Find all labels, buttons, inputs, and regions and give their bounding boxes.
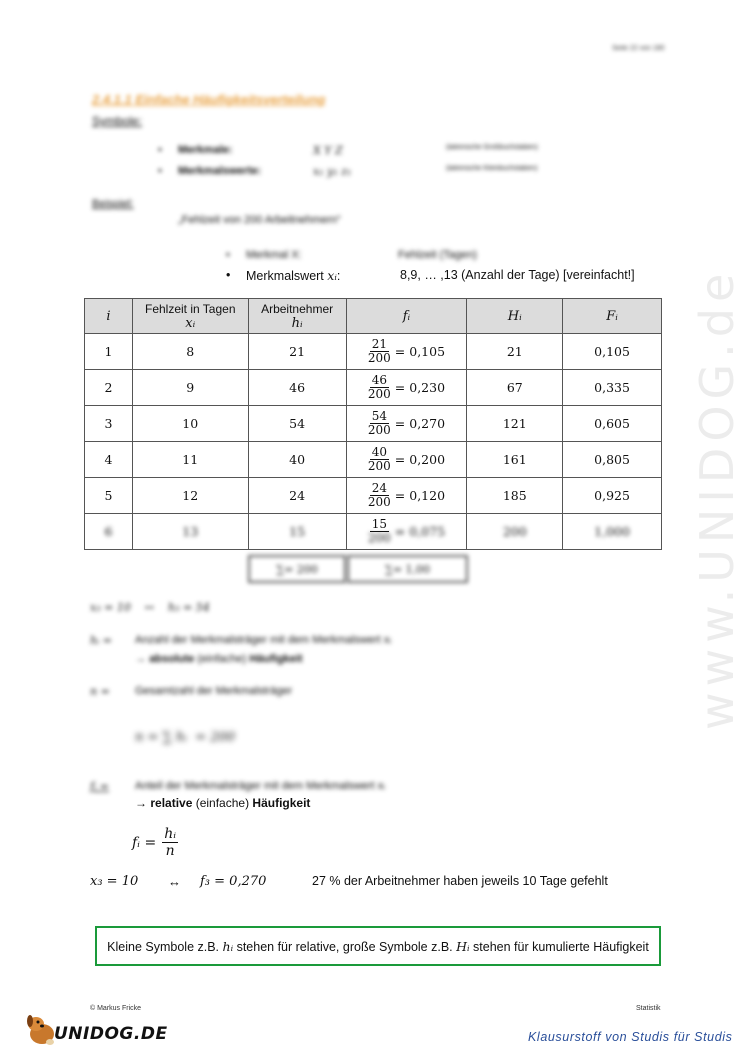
- cell-f: $\frac{40}{200}$ = 0,200: [346, 442, 467, 478]
- table-row: [85, 478, 662, 514]
- cell-h: 40: [248, 442, 346, 478]
- cell-i: 6: [85, 514, 133, 550]
- cell-F: 0,605: [563, 406, 662, 442]
- symbols-label: Symbole:: [92, 114, 143, 128]
- cell-H: 21: [467, 334, 563, 370]
- cell-F: 0,105: [563, 334, 662, 370]
- cell-h: 46: [248, 370, 346, 406]
- relative-formula: fᵢ = $\frac{\text{hᵢ}}{n}$: [132, 826, 177, 859]
- cell-h: 24: [248, 478, 346, 514]
- cell-i: 2: [85, 370, 133, 406]
- table-row: [85, 370, 662, 406]
- cell-x: 8: [132, 334, 248, 370]
- cell-f: $\frac{21}{200}$ = 0,105: [346, 334, 467, 370]
- cell-f: $\frac{24}{200}$ = 0,120: [346, 478, 467, 514]
- header-H: Hᵢ: [467, 299, 563, 334]
- cell-H: 161: [467, 442, 563, 478]
- cell-f: $\frac{46}{200}$ = 0,230: [346, 370, 467, 406]
- cell-x: 11: [132, 442, 248, 478]
- header-arbeitnehmer: Arbeitnehmer hᵢ: [248, 299, 346, 334]
- info-box: Kleine Symbole z.B. hᵢ stehen für relative, große Symbole z.B. Hᵢ stehen für kumulierte Häufigkeit: [95, 926, 661, 966]
- frequency-table: [84, 298, 662, 550]
- slogan: Klausurstoff von Studis für Studis: [528, 1030, 733, 1044]
- cell-F: 0,925: [563, 478, 662, 514]
- header-F: Fᵢ: [563, 299, 662, 334]
- cell-H: 121: [467, 406, 563, 442]
- table-row: [85, 334, 662, 370]
- relative-note: → relative (einfache) Häufigkeit: [135, 796, 311, 810]
- logo-text: UNIDOG.DE: [54, 1024, 168, 1044]
- cell-H: 200: [467, 514, 563, 550]
- cell-h: 21: [248, 334, 346, 370]
- header-i: i: [85, 299, 133, 334]
- cell-h: 15: [248, 514, 346, 550]
- cell-i: 1: [85, 334, 133, 370]
- example-label: Beispiel:: [92, 198, 134, 210]
- footer-author: © Markus Fricke: [90, 1005, 142, 1012]
- sum-h-box: ∑= 200: [248, 555, 346, 583]
- table-row-blurred: [85, 514, 662, 550]
- watermark: www.UNIDOG.de: [690, 267, 744, 730]
- cell-f: $\frac{54}{200}$ = 0,270: [346, 406, 467, 442]
- cell-i: 3: [85, 406, 133, 442]
- cell-x: 12: [132, 478, 248, 514]
- table-row: [85, 406, 662, 442]
- sum-formula: n = ∑ hᵢ = 200: [135, 730, 236, 745]
- cell-f: $\frac{15}{200}$ = 0,075: [346, 514, 467, 550]
- cell-x: 13: [132, 514, 248, 550]
- section-title: 2.4.1.1 Einfache Häufigkeitsverteilung: [92, 92, 326, 107]
- example-title: „Fehlzeit von 200 Arbeitnehmern“: [178, 214, 341, 226]
- cell-x: 10: [132, 406, 248, 442]
- table-header-row: [85, 299, 662, 334]
- cell-H: 185: [467, 478, 563, 514]
- header-f: fᵢ: [346, 299, 467, 334]
- cell-x: 9: [132, 370, 248, 406]
- line-x3-h3: x₃ = 10 ↔ h₃ = 54: [90, 601, 210, 614]
- cell-h: 54: [248, 406, 346, 442]
- header-fehlzeit: Fehlzeit in Tagen xᵢ: [132, 299, 248, 334]
- cell-i: 4: [85, 442, 133, 478]
- sum-f-box: ∑= 1,00: [347, 555, 468, 583]
- cell-H: 67: [467, 370, 563, 406]
- cell-F: 0,335: [563, 370, 662, 406]
- cell-i: 5: [85, 478, 133, 514]
- unidog-logo: [22, 1012, 168, 1048]
- footer-subject: Statistik: [636, 1005, 661, 1012]
- absolute-note: → absolute (einfache) Häufigkeit: [135, 653, 303, 665]
- page-number: Seite 22 von 180: [612, 45, 665, 52]
- cell-F: 0,805: [563, 442, 662, 478]
- table-row: [85, 442, 662, 478]
- cell-F: 1,000: [563, 514, 662, 550]
